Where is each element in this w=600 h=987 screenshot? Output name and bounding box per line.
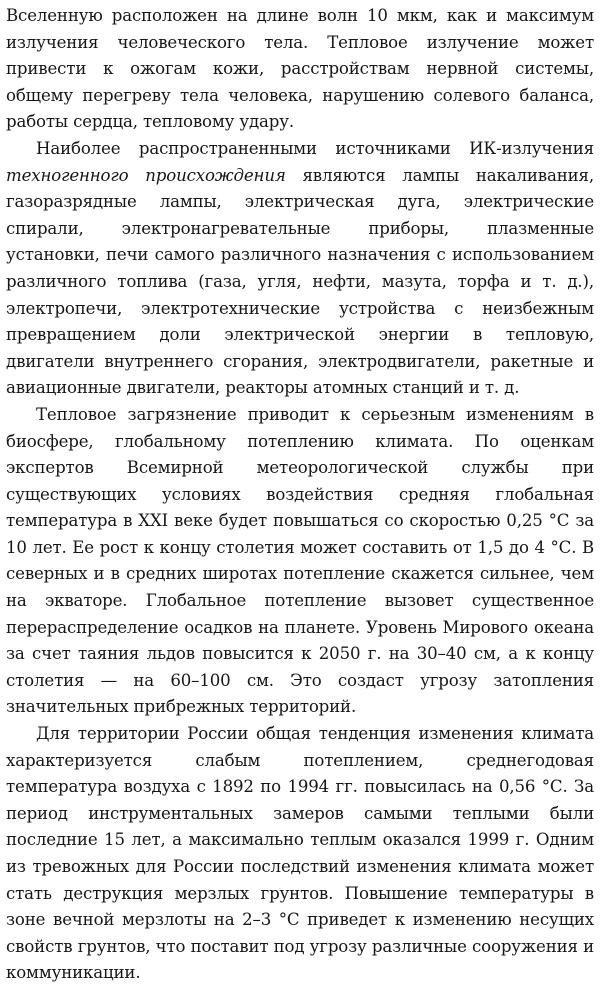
- paragraph-ir-effects: Вселенную расположен на длине волн 10 мкм, как и максимум излучения человеческого тела. Тепловое излучение может привести к ожогам кожи, расстройствам нервной системы, общему перегреву тела человека, нарушению солевого баланса, работы сердца, тепловому удару.: [6, 6, 594, 132]
- paragraph-global-warming: Тепловое загрязнение приводит к серьезным изменениям в биосфере, глобальному потеплению климата. По оценкам экспертов Всемирной метеорологической службы при существующих условиях воздействия средняя глобальная температура в XXI веке будет повышаться со скоростью 0,25 °С за 10 лет. Ее рост к концу столетия может составить от 1,5 до 4 °С. В северных и в средних широтах потепление скажется сильнее, чем на экваторе. Глобальное потепление вызовет существенное перераспределение осадков на планете. Уровень Мирового океана за счет таяния льдов повысится к 2050 г. на 30–40 см, а к концу столетия — на 60–100 см. Это создаст угрозу затопления значительных прибрежных территорий.: [6, 404, 594, 717]
- paragraph-ir-sources-list: являются лампы накаливания, газоразрядные лампы, электрическая дуга, электрические спирали, электронагревательные приборы, плазменные установки, печи самого различного назначения с использованием различного топлива (газа, угля, нефти, мазута, торфа и т. д.), электропечи, электротехнические устройства с неизбежным превращением доли электрической энергии в тепловую, двигатели внутреннего сгорания, электродвигатели, ракетные и авиационные двигатели, реакторы атомных станций и т. д.: [6, 165, 594, 398]
- paragraph-ir-sources-lead: Наиболее распространенными источниками ИК-излучения: [36, 138, 594, 158]
- paragraph-ir-sources: [6, 136, 594, 402]
- paragraph-russia-climate: Для территории России общая тенденция изменения климата характеризуется слабым потеплением, среднегодовая температура воздуха с 1892 по 1994 гг. повысилась на 0,56 °С. За период инструментальных замеров самыми теплыми были последние 15 лет, а максимально теплым оказался 1999 г. Одним из тревожных для России последствий изменения климата может стать деструкция мерзлых грунтов. Повышение температуры в зоне вечной мерзлоты на 2–3 °С приведет к изменению несущих свойств грунтов, что поставит под угрозу различные сооружения и коммуникации.: [6, 724, 594, 983]
- emphasis-technogenic-origin: техногенного происхождения: [6, 165, 286, 185]
